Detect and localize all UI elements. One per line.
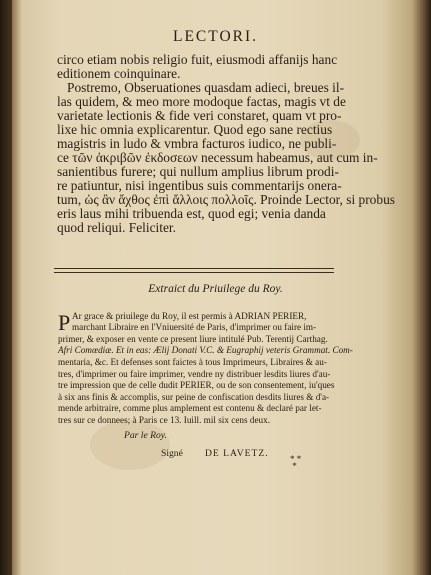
divider-rule (54, 268, 334, 269)
text-line: lixe hic omnia explicarentur. Quod ego sane rectius (57, 122, 333, 137)
text-line: Postremo, Obseruationes quasdam adieci, breues il- (67, 80, 345, 95)
drop-cap: P (58, 310, 71, 335)
text-line: varietate lectionis & fide veri constaret, quam vt pro- (57, 108, 342, 123)
text-line: primer, & exposer en vente ce present liure intitulé Pub. Terentij Carthag. (58, 334, 328, 344)
divider-rule (54, 272, 334, 273)
text-line: mende arbitraire, comme plus amplement est contenu & declaré par let- (58, 403, 322, 413)
text-line: ce τῶν ἀκριβῶν ἐκδοσεων necessum habeamus, aut cum in- (57, 150, 378, 165)
asterisk-marks: * * * (290, 454, 302, 471)
text-line: à six ans finis & accomplis, sur peine de confiscation desdits liures & d'a- (58, 392, 330, 402)
text-line: las quidem, & meo more modoque factas, magis vt de (57, 94, 346, 109)
text-line: tum, ὡς ἂν ἄχθος ἐπὶ ἄλλοις πολλοῖς. Proinde Lector, si probus (57, 192, 395, 207)
text-line: magistris in ludo & vmbra facturos iudico, ne publi- (57, 136, 337, 151)
signe-label: Signé (161, 448, 183, 459)
text-line: tres, d'imprimer ou faire imprimer, vendre ny distribuer lesdits liures d'au- (58, 369, 331, 379)
text-line: editionem coinquinare. (57, 66, 181, 81)
page-header: LECTORI. (172, 28, 259, 45)
par-le-roy: Par le Roy. (124, 430, 167, 441)
privilege-title: Extraict du Priuilege du Roy. (148, 283, 283, 295)
text-line: tres sur ce donnees; à Paris ce 13. Iuill. mil six cens deux. (58, 415, 271, 425)
text-line: eris laus mihi tribuenda est, quod egi; venia danda (57, 206, 326, 221)
text-line: marchant Libraire en l'Vniuersité de Paris, d'imprimer ou faire im- (72, 322, 317, 332)
text-line: mentaria, &c. Et defenses sont faictes à tous Imprimeurs, Libraires & au- (58, 357, 327, 367)
text-line: tre impression que de celle dudit PERIER, ou de son consentement, iu'ques (58, 380, 335, 390)
text-line: re patiuntur, nisi ingentibus suis commentarijs onera- (57, 178, 342, 193)
signer-name: DE LAVETZ. (205, 448, 269, 459)
text-line: sanientibus furere; qui nullum amplius librum prodi- (57, 164, 339, 179)
text-line: circo etiam nobis religio fuit, eiusmodi affanijs hanc (57, 52, 338, 67)
foxing-stain (90, 420, 170, 470)
text-line: quod reliqui. Feliciter. (57, 220, 177, 235)
text-line: Afri Comœdiæ. Et in eas: Ælij Donati V.C. & Eugraphij veteris Grammat. Com- (58, 345, 353, 355)
text-line: Ar grace & priuilege du Roy, il est permis à ADRIAN PERIER, (72, 311, 307, 321)
